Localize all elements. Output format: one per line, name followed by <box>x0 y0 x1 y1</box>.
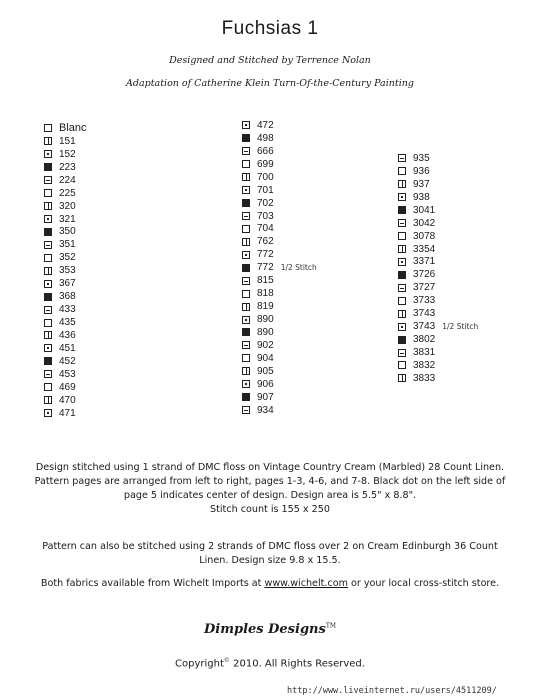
floss-code: 472 <box>257 119 274 131</box>
legend-row <box>44 213 87 226</box>
stitch-symbol-icon <box>398 310 406 318</box>
legend-row <box>242 197 317 210</box>
legend-row <box>44 174 87 187</box>
stitch-symbol-icon <box>242 134 250 142</box>
alternate-fabric-paragraph: Pattern can also be stitched using 2 strands of DMC floss over 2 on Cream Edinburgh 36 Count Linen. Design size 9.8 x 15.5. <box>42 541 498 566</box>
legend-row <box>242 365 317 378</box>
stitch-symbol-icon <box>44 344 52 352</box>
floss-code: 905 <box>257 365 274 377</box>
legend-column-1 <box>44 122 87 420</box>
stitch-symbol-icon <box>242 290 250 298</box>
floss-code: 225 <box>59 187 76 199</box>
adaptation-credit: Adaptation of Catherine Klein Turn-Of-the-Century Painting <box>126 78 414 89</box>
legend-row <box>44 200 87 213</box>
floss-code: 703 <box>257 210 274 222</box>
stitch-symbol-icon <box>242 277 250 285</box>
copyright-symbol: © <box>223 657 230 664</box>
stitch-count: Stitch count is 155 x 250 <box>210 504 330 515</box>
floss-code: 699 <box>257 158 274 170</box>
stitch-symbol-icon <box>242 354 250 362</box>
stitch-symbol-icon <box>44 409 52 417</box>
legend-row <box>398 243 478 256</box>
trademark-mark: TM <box>325 622 336 630</box>
legend-row <box>242 300 317 313</box>
legend-row <box>44 290 87 303</box>
legend-row <box>44 238 87 251</box>
legend-row <box>44 329 87 342</box>
legend-row <box>242 210 317 223</box>
floss-code: 890 <box>257 314 274 326</box>
floss-code: 151 <box>59 135 76 147</box>
legend-row <box>44 251 87 264</box>
floss-code: 3833 <box>413 372 436 384</box>
legend-row <box>398 320 478 333</box>
fabric-source-paragraph <box>30 577 510 591</box>
floss-code: 453 <box>59 368 76 380</box>
wichelt-link[interactable]: www.wichelt.com <box>264 578 348 589</box>
floss-code: Blanc <box>59 122 87 135</box>
stitch-symbol-icon <box>398 180 406 188</box>
instructions-text: Design stitched using 1 strand of DMC floss on Vintage Country Cream (Marbled) 28 Count Linen. Pattern pages are arranged from left to right, pages 1-3, 4-6, and 7-8. Black dot on the left side of page 5 indicates center of design. Design area is 5.5" x 8.8". <box>34 462 506 501</box>
floss-code: 469 <box>59 381 76 393</box>
legend-row <box>44 277 87 290</box>
stitch-symbol-icon <box>242 147 250 155</box>
stitch-symbol-icon <box>242 186 250 194</box>
legend-row <box>242 132 317 145</box>
floss-code: 902 <box>257 339 274 351</box>
stitch-symbol-icon <box>44 189 52 197</box>
stitch-symbol-icon <box>44 331 52 339</box>
copyright-text: 2010. All Rights Reserved. <box>233 658 365 670</box>
legend-row <box>44 264 87 277</box>
floss-code: 3371 <box>413 256 436 268</box>
legend-row <box>398 307 478 320</box>
stitch-symbol-icon <box>44 280 52 288</box>
floss-code: 3832 <box>413 359 436 371</box>
legend-column-3 <box>398 152 478 385</box>
floss-code: 907 <box>257 391 274 403</box>
floss-code: 906 <box>257 378 274 390</box>
stitch-symbol-icon <box>242 367 250 375</box>
page-title: Fuchsias 1 <box>221 18 319 39</box>
floss-code: 471 <box>59 407 76 419</box>
legend-row <box>242 274 317 287</box>
legend-row <box>242 223 317 236</box>
stitch-symbol-icon <box>44 137 52 145</box>
designer-credit: Designed and Stitched by Terrence Nolan <box>169 55 371 66</box>
half-stitch-note: 1/2 Stitch <box>442 322 479 332</box>
floss-code: 152 <box>59 148 76 160</box>
floss-code: 3727 <box>413 282 436 294</box>
floss-code: 934 <box>257 404 274 416</box>
legend-row <box>242 235 317 248</box>
floss-code: 452 <box>59 355 76 367</box>
stitch-symbol-icon <box>44 383 52 391</box>
floss-code: 320 <box>59 200 76 212</box>
floss-code: 433 <box>59 304 76 316</box>
stitch-symbol-icon <box>398 297 406 305</box>
floss-code: 762 <box>257 236 274 248</box>
stitch-symbol-icon <box>44 254 52 262</box>
floss-code: 3802 <box>413 334 436 346</box>
floss-code: 666 <box>257 145 274 157</box>
stitch-symbol-icon <box>44 370 52 378</box>
stitch-symbol-icon <box>398 374 406 382</box>
legend-row <box>44 355 87 368</box>
half-stitch-note: 1/2 Stitch <box>280 263 317 273</box>
floss-code: 700 <box>257 171 274 183</box>
legend-row <box>398 256 478 269</box>
stitch-symbol-icon <box>398 361 406 369</box>
stitch-symbol-icon <box>398 219 406 227</box>
floss-code: 3042 <box>413 217 436 229</box>
legend-row <box>44 316 87 329</box>
legend-row <box>44 226 87 239</box>
legend-row <box>242 326 317 339</box>
legend-row <box>398 165 478 178</box>
legend-row <box>398 372 478 385</box>
stitch-symbol-icon <box>398 232 406 240</box>
legend-row <box>398 178 478 191</box>
floss-code: 436 <box>59 329 76 341</box>
legend-row <box>44 303 87 316</box>
legend-row <box>242 339 317 352</box>
brand-name: Dimples Designs <box>204 622 326 637</box>
legend-row <box>398 217 478 230</box>
stitch-symbol-icon <box>398 323 406 331</box>
stitch-symbol-icon <box>242 316 250 324</box>
legend-row <box>44 394 87 407</box>
stitch-symbol-icon <box>242 341 250 349</box>
fabric-source-tail: or your local cross-stitch store. <box>347 578 500 589</box>
floss-code: 701 <box>257 184 274 196</box>
legend-row <box>44 407 87 420</box>
legend-row <box>44 187 87 200</box>
legend-row <box>398 346 478 359</box>
floss-code: 818 <box>257 288 274 300</box>
stitch-symbol-icon <box>398 284 406 292</box>
legend-row <box>44 161 87 174</box>
stitch-symbol-icon <box>398 154 406 162</box>
floss-code: 815 <box>257 275 274 287</box>
brand-logo <box>0 622 540 637</box>
legend-row <box>44 135 87 148</box>
floss-code: 351 <box>59 239 76 251</box>
floss-code: 3354 <box>413 243 436 255</box>
floss-code: 3726 <box>413 269 436 281</box>
floss-code: 368 <box>59 291 76 303</box>
stitch-symbol-icon <box>398 258 406 266</box>
legend-row <box>44 342 87 355</box>
legend-row <box>242 171 317 184</box>
stitch-symbol-icon <box>242 121 250 129</box>
stitch-symbol-icon <box>242 264 250 272</box>
stitch-symbol-icon <box>44 241 52 249</box>
copyright-notice <box>0 657 540 669</box>
floss-code: 498 <box>257 132 274 144</box>
legend-row <box>242 145 317 158</box>
legend-row <box>242 352 317 365</box>
legend-row <box>242 313 317 326</box>
legend-row <box>242 119 317 132</box>
footer-url: http://www.liveinternet.ru/users/4511209/ <box>287 686 497 696</box>
stitch-symbol-icon <box>242 212 250 220</box>
floss-code: 772 <box>257 249 274 261</box>
floss-code: 3743 <box>413 321 436 333</box>
floss-code: 772 <box>257 262 274 274</box>
floss-code: 367 <box>59 278 76 290</box>
stitch-symbol-icon <box>398 336 406 344</box>
stitch-symbol-icon <box>242 380 250 388</box>
legend-row <box>398 191 478 204</box>
legend-row <box>44 148 87 161</box>
stitch-symbol-icon <box>242 225 250 233</box>
stitch-symbol-icon <box>242 160 250 168</box>
stitch-symbol-icon <box>44 357 52 365</box>
floss-code: 350 <box>59 226 76 238</box>
floss-code: 702 <box>257 197 274 209</box>
floss-code: 3733 <box>413 295 436 307</box>
stitch-symbol-icon <box>44 319 52 327</box>
legend-row <box>44 368 87 381</box>
floss-code: 321 <box>59 213 76 225</box>
legend-row <box>398 268 478 281</box>
legend-row <box>398 204 478 217</box>
stitch-symbol-icon <box>242 406 250 414</box>
floss-code: 3041 <box>413 204 436 216</box>
legend-row <box>242 378 317 391</box>
legend-row <box>242 404 317 417</box>
floss-code: 352 <box>59 252 76 264</box>
stitch-symbol-icon <box>242 393 250 401</box>
floss-code: 819 <box>257 301 274 313</box>
stitch-symbol-icon <box>44 150 52 158</box>
floss-code: 451 <box>59 342 76 354</box>
stitch-symbol-icon <box>44 306 52 314</box>
legend-row <box>398 230 478 243</box>
floss-code: 435 <box>59 317 76 329</box>
floss-code: 353 <box>59 265 76 277</box>
stitch-symbol-icon <box>44 293 52 301</box>
floss-code: 470 <box>59 394 76 406</box>
stitch-symbol-icon <box>242 251 250 259</box>
stitch-symbol-icon <box>44 124 52 132</box>
legend-row <box>242 248 317 261</box>
stitch-symbol-icon <box>44 163 52 171</box>
stitch-symbol-icon <box>242 199 250 207</box>
legend-row <box>242 184 317 197</box>
legend-row <box>398 333 478 346</box>
floss-code: 223 <box>59 161 76 173</box>
stitch-symbol-icon <box>44 396 52 404</box>
stitch-symbol-icon <box>242 238 250 246</box>
legend-row <box>242 287 317 300</box>
copyright-prefix: Copyright <box>175 658 224 670</box>
legend-row <box>398 359 478 372</box>
floss-code: 224 <box>59 174 76 186</box>
floss-code: 937 <box>413 178 430 190</box>
legend-row <box>44 122 87 135</box>
stitch-symbol-icon <box>398 349 406 357</box>
stitch-symbol-icon <box>398 167 406 175</box>
stitch-symbol-icon <box>398 245 406 253</box>
legend-row <box>242 158 317 171</box>
floss-code: 904 <box>257 352 274 364</box>
stitch-symbol-icon <box>398 271 406 279</box>
floss-code: 3078 <box>413 230 436 242</box>
legend-row <box>398 152 478 165</box>
legend-row <box>242 261 317 274</box>
floss-code: 3831 <box>413 347 436 359</box>
instructions-paragraph <box>30 461 510 517</box>
fabric-source-text: Both fabrics available from Wichelt Imports at <box>40 578 265 589</box>
legend-row <box>44 381 87 394</box>
floss-code: 890 <box>257 326 274 338</box>
legend-row <box>242 391 317 404</box>
stitch-symbol-icon <box>44 215 52 223</box>
legend-row <box>398 294 478 307</box>
floss-code: 704 <box>257 223 274 235</box>
legend-row <box>398 281 478 294</box>
floss-code: 935 <box>413 152 430 164</box>
stitch-symbol-icon <box>44 267 52 275</box>
floss-code: 938 <box>413 191 430 203</box>
stitch-symbol-icon <box>44 176 52 184</box>
floss-code: 3743 <box>413 308 436 320</box>
stitch-symbol-icon <box>242 303 250 311</box>
stitch-symbol-icon <box>44 202 52 210</box>
legend-column-2 <box>242 119 317 417</box>
floss-code: 936 <box>413 165 430 177</box>
stitch-symbol-icon <box>44 228 52 236</box>
stitch-symbol-icon <box>398 193 406 201</box>
stitch-symbol-icon <box>242 173 250 181</box>
stitch-symbol-icon <box>242 328 250 336</box>
stitch-symbol-icon <box>398 206 406 214</box>
